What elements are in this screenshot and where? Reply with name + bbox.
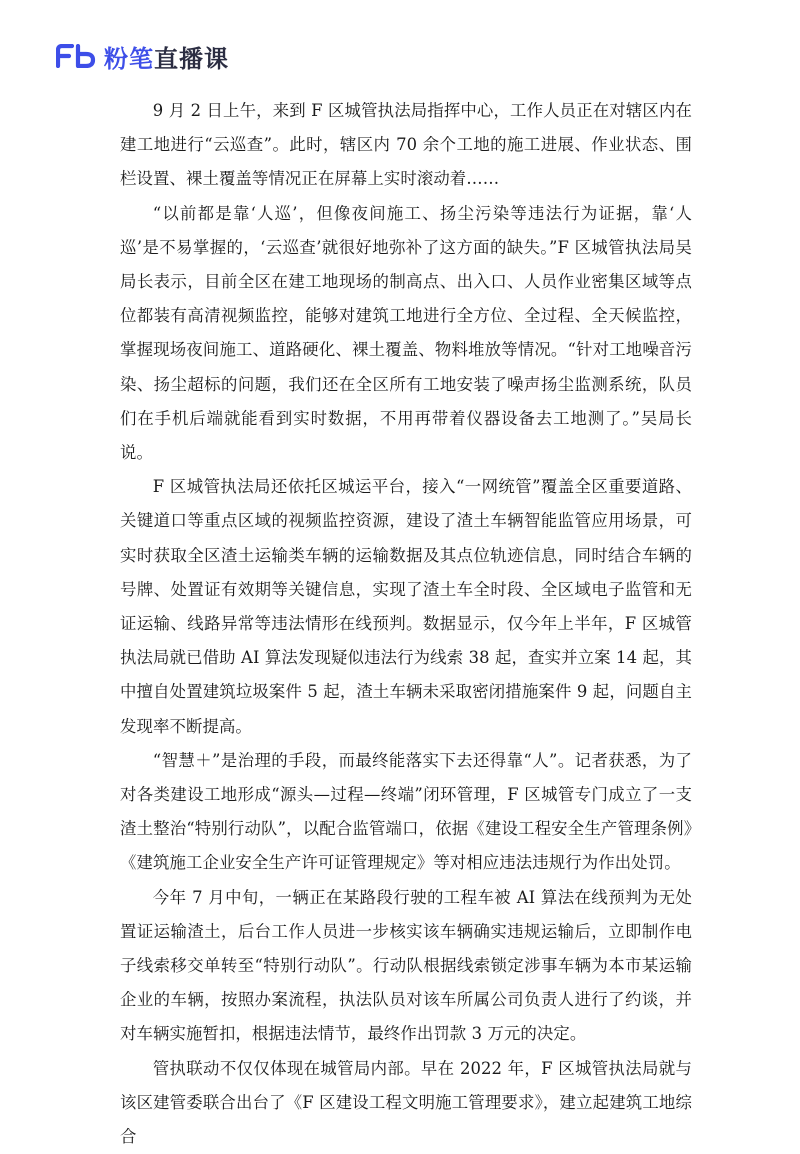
article-body xyxy=(120,94,692,1154)
brand-header xyxy=(56,38,229,74)
brand-name xyxy=(104,39,229,74)
article-paragraph-1: 9 月 2 日上午，来到 F 区城管执法局指挥中心，工作人员正在对辖区内在建工地进行“云巡查”。此时，辖区内 70 余个工地的施工进展、作业状态、围栏设置、裸土覆盖等情况正在屏幕上实时滚动着…… xyxy=(120,101,692,189)
fb-logo-icon xyxy=(56,44,96,68)
article-paragraph-3: F 区城管执法局还依托区城运平台，接入“一网统管”覆盖全区重要道路、关键道口等重点区域的视频监控资源，建设了渣土车辆智能监管应用场景，可实时获取全区渣土运输类车辆的运输数据及其点位轨迹信息，同时结合车辆的号牌、处置证有效期等关键信息，实现了渣土车全时段、全区域电子监管和无证运输、线路异常等违法情形在线预判。数据显示，仅今年上半年，F 区城管执法局就已借助 AI 算法发现疑似违法行为线索 38 起，查实并立案 14 起，其中擅自处置建筑垃圾案件 5 起，渣土车辆未采取密闭措施案件 9 起，问题自主发现率不断提高。 xyxy=(120,477,692,736)
article-paragraph-4: “智慧＋”是治理的手段，而最终能落实下去还得靠“人”。记者获悉，为了对各类建设工地形成“源头—过程—终端”闭环管理，F 区城管专门成立了一支渣土整治“特别行动队”，以配合监管端口，依据《建设工程安全生产管理条例》《建筑施工企业安全生产许可证管理规定》等对相应违法违规行为作出处罚。 xyxy=(120,750,692,873)
article-paragraph-2: “以前都是靠‘人巡’，但像夜间施工、扬尘污染等违法行为证据，靠‘人巡’是不易掌握的，‘云巡查’就很好地弥补了这方面的缺失。”F 区城管执法局吴局长表示，目前全区在建工地现场的制高点、出入口、人员作业密集区域等点位都装有高清视频监控，能够对建筑工地进行全方位、全过程、全天候监控，掌握现场夜间施工、道路硬化、裸土覆盖、物料堆放等情况。“针对工地噪音污染、扬尘超标的问题，我们还在全区所有工地安装了噪声扬尘监测系统，队员们在手机后端就能看到实时数据，不用再带着仪器设备去工地测了。”吴局长说。 xyxy=(120,203,692,463)
article-paragraph-5: 今年 7 月中旬，一辆正在某路段行驶的工程车被 AI 算法在线预判为无处置证运输渣土，后台工作人员进一步核实该车辆确实违规运输后，立即制作电子线索移交单转至“特别行动队”。行动队根据线索锁定涉事车辆为本市某运输企业的车辆，按照办案流程，执法队员对该车所属公司负责人进行了约谈，并对车辆实施暂扣，根据违法情节，最终作出罚款 3 万元的决定。 xyxy=(120,887,692,1044)
article-paragraph-6: 管执联动不仅仅体现在城管局内部。早在 2022 年，F 区城管执法局就与该区建管委联合出台了《F 区建设工程文明施工管理要求》，建立起建筑工地综合 xyxy=(120,1058,692,1147)
brand-name-part2: 直播课 xyxy=(154,44,229,73)
brand-name-part1: 粉笔 xyxy=(104,44,154,73)
